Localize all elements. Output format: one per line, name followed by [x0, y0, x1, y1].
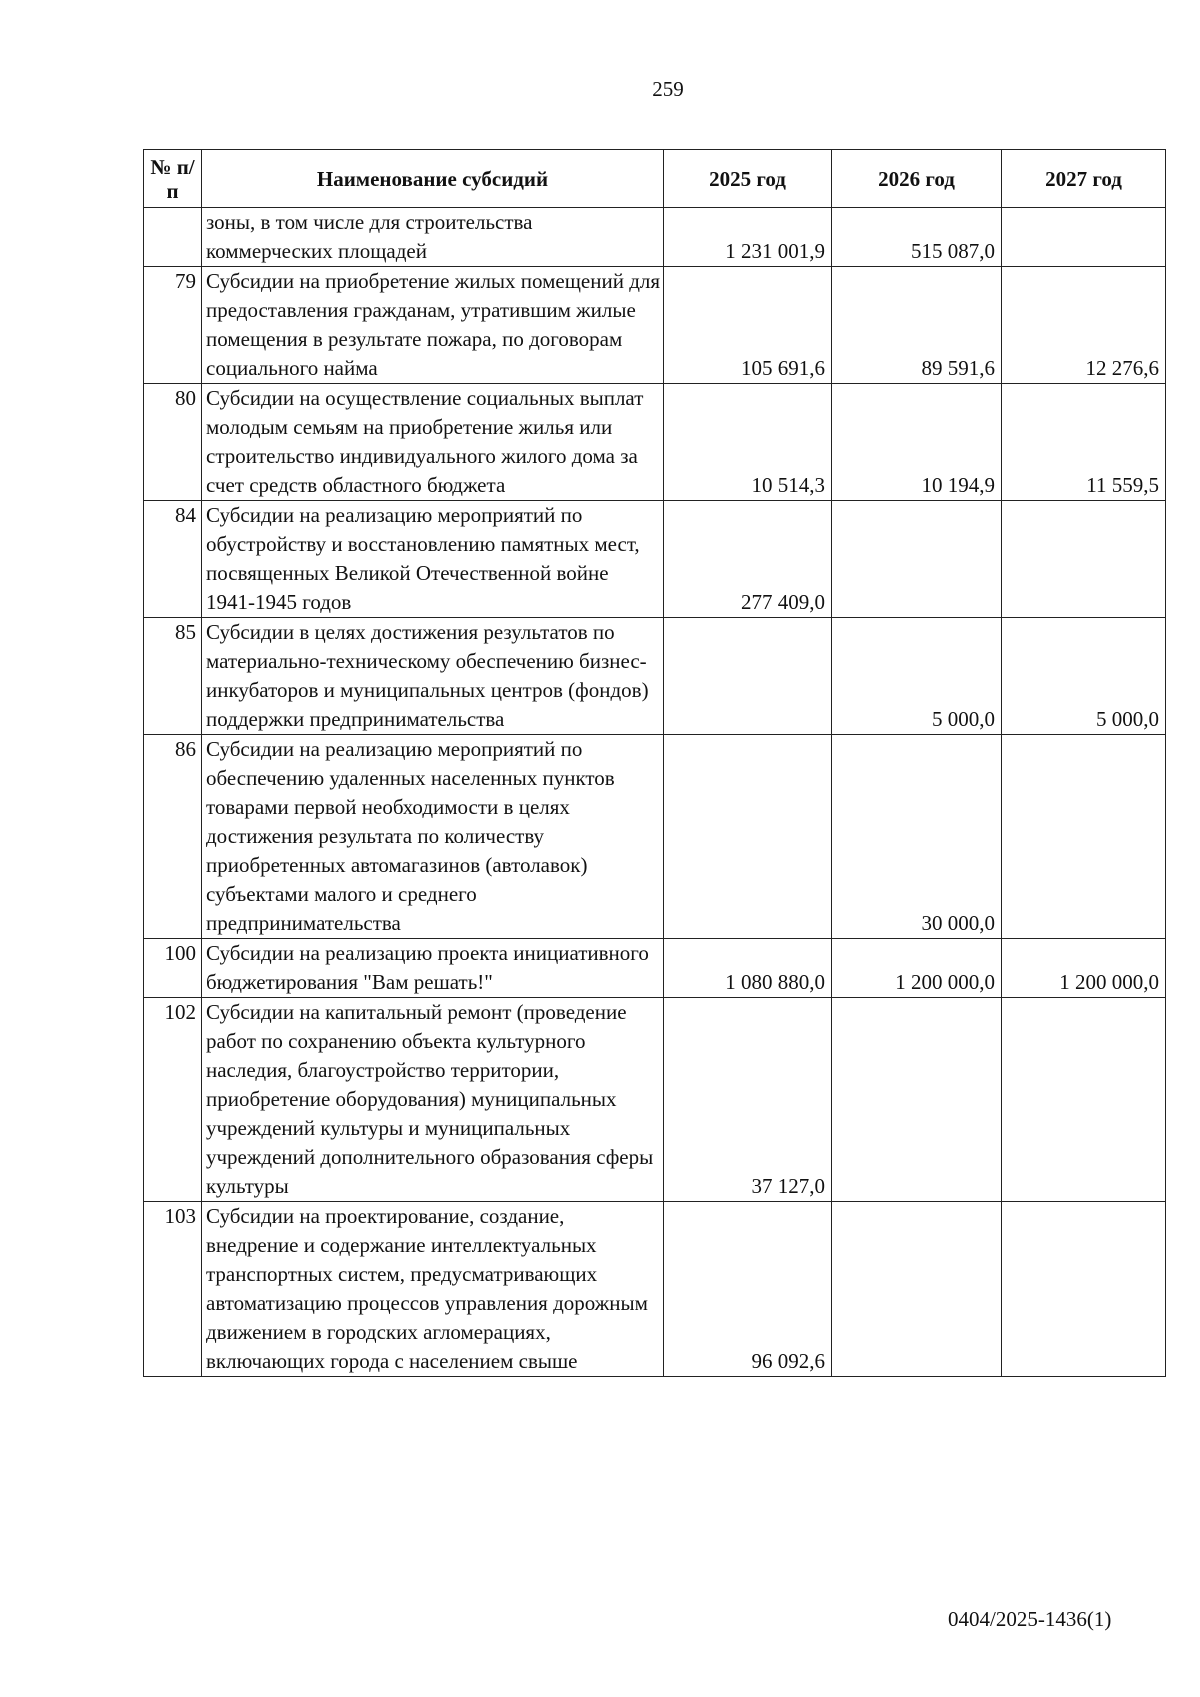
row-name: зоны, в том числе для строительства коммерческих площадей [202, 208, 664, 267]
row-num: 84 [144, 501, 202, 618]
row-2027: 5 000,0 [1002, 618, 1166, 735]
row-2025: 96 092,6 [664, 1202, 832, 1377]
row-2026: 515 087,0 [832, 208, 1002, 267]
row-2027 [1002, 735, 1166, 939]
row-2027 [1002, 1202, 1166, 1377]
row-2027 [1002, 998, 1166, 1202]
header-num: № п/п [144, 150, 202, 208]
table-row [144, 618, 1166, 735]
row-name: Субсидии на осуществление социальных выплат молодым семьям на приобретение жилья или строительство индивидуального жилого дома за счет средств областного бюджета [202, 384, 664, 501]
row-2025: 105 691,6 [664, 267, 832, 384]
table-body [144, 208, 1166, 1377]
table-header-row [144, 150, 1166, 208]
row-2025: 1 080 880,0 [664, 939, 832, 998]
table-row [144, 939, 1166, 998]
row-2026: 10 194,9 [832, 384, 1002, 501]
row-2026 [832, 1202, 1002, 1377]
table-header [144, 150, 1166, 208]
row-2027 [1002, 501, 1166, 618]
row-2025: 37 127,0 [664, 998, 832, 1202]
table-row [144, 998, 1166, 1202]
page-number: 259 [652, 77, 684, 101]
header-2027: 2027 год [1002, 150, 1166, 208]
table-row [144, 384, 1166, 501]
document-code: 0404/2025-1436(1) [948, 1607, 1112, 1631]
row-name: Субсидии на реализацию мероприятий по обеспечению удаленных населенных пунктов товарами первой необходимости в целях достижения результата по количеству приобретенных автомагазинов (автолавок) субъектами малого и среднего предпринимательства [202, 735, 664, 939]
row-2027 [1002, 208, 1166, 267]
row-num [144, 208, 202, 267]
row-2027: 11 559,5 [1002, 384, 1166, 501]
row-name: Субсидии в целях достижения результатов по материально-техническому обеспечению бизнес-инкубаторов и муниципальных центров (фондов) поддержки предпринимательства [202, 618, 664, 735]
row-num: 80 [144, 384, 202, 501]
row-2026: 89 591,6 [832, 267, 1002, 384]
row-num: 100 [144, 939, 202, 998]
row-2025: 1 231 001,9 [664, 208, 832, 267]
row-2025 [664, 618, 832, 735]
row-num: 79 [144, 267, 202, 384]
subsidies-table [143, 149, 1166, 1377]
table-row [144, 735, 1166, 939]
row-2025: 10 514,3 [664, 384, 832, 501]
row-2026: 30 000,0 [832, 735, 1002, 939]
row-name: Субсидии на реализацию мероприятий по обустройству и восстановлению памятных мест, посвященных Великой Отечественной войне 1941-1945 годов [202, 501, 664, 618]
row-name: Субсидии на приобретение жилых помещений для предоставления гражданам, утратившим жилые помещения в результате пожара, по договорам социального найма [202, 267, 664, 384]
row-2026 [832, 501, 1002, 618]
row-2027: 1 200 000,0 [1002, 939, 1166, 998]
table-row [144, 208, 1166, 267]
row-2025: 277 409,0 [664, 501, 832, 618]
row-2025 [664, 735, 832, 939]
row-2027: 12 276,6 [1002, 267, 1166, 384]
row-2026: 1 200 000,0 [832, 939, 1002, 998]
row-num: 86 [144, 735, 202, 939]
row-name: Субсидии на реализацию проекта инициативного бюджетирования "Вам решать!" [202, 939, 664, 998]
row-2026 [832, 998, 1002, 1202]
row-2026: 5 000,0 [832, 618, 1002, 735]
row-name: Субсидии на проектирование, создание, внедрение и содержание интеллектуальных транспортных систем, предусматривающих автоматизацию процессов управления дорожным движением в городских агломерациях, включающих города с населением свыше [202, 1202, 664, 1377]
row-num: 103 [144, 1202, 202, 1377]
row-num: 102 [144, 998, 202, 1202]
header-2025: 2025 год [664, 150, 832, 208]
table-row [144, 501, 1166, 618]
table-row [144, 267, 1166, 384]
header-name: Наименование субсидий [202, 150, 664, 208]
row-name: Субсидии на капитальный ремонт (проведение работ по сохранению объекта культурного наследия, благоустройство территории, приобретение оборудования) муниципальных учреждений культуры и муниципальных учреждений дополнительного образования сферы культуры [202, 998, 664, 1202]
row-num: 85 [144, 618, 202, 735]
header-2026: 2026 год [832, 150, 1002, 208]
table-row [144, 1202, 1166, 1377]
